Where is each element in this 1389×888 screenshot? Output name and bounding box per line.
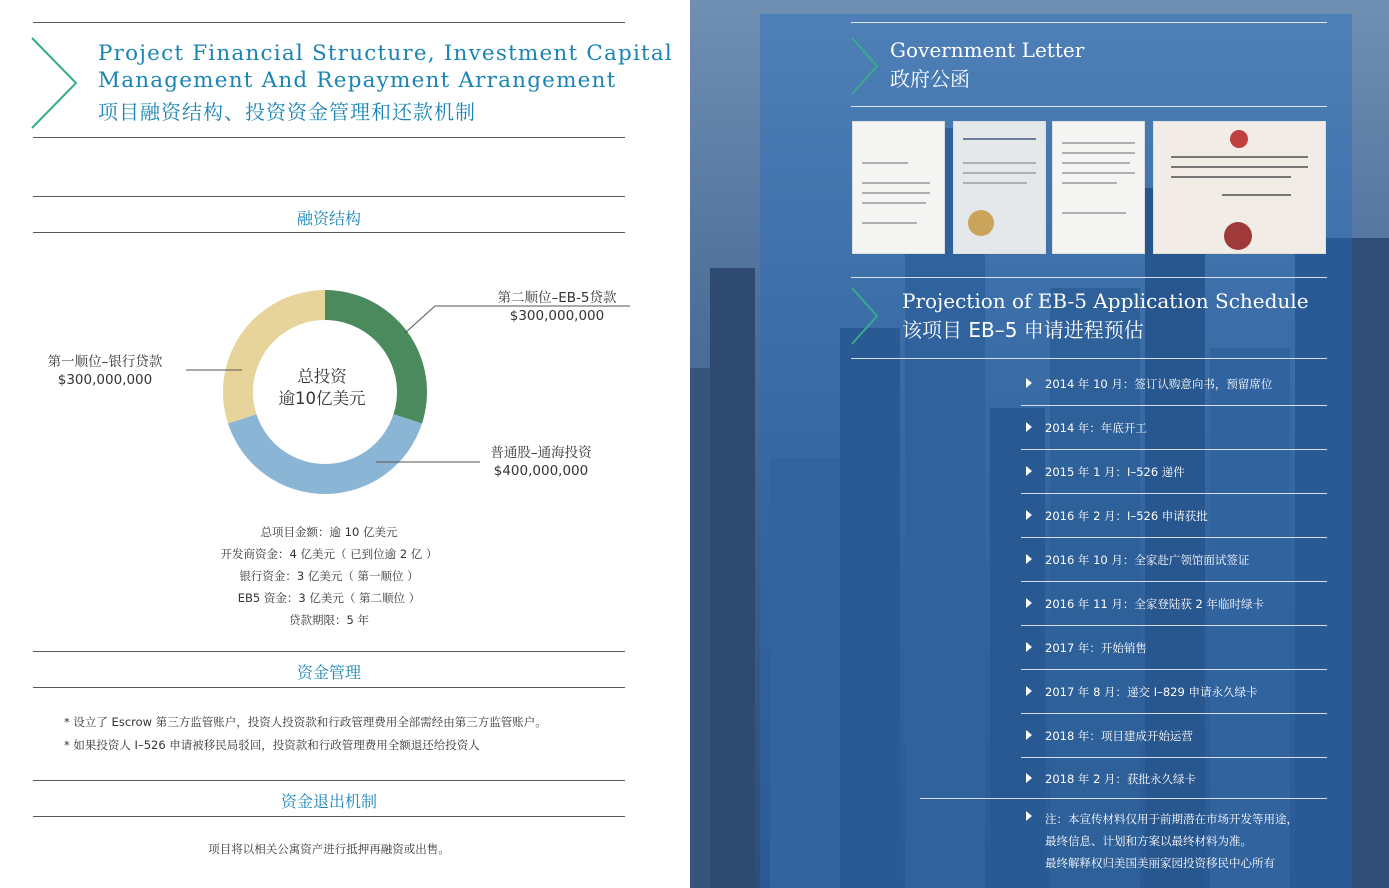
divider — [851, 106, 1327, 107]
summary-list — [33, 521, 625, 631]
chevron-right-icon — [849, 286, 881, 346]
summary-line: EB5 资金：3 亿美元（ 第二顺位 ） — [237, 591, 421, 605]
segment-label-bank — [30, 353, 180, 389]
segment-value: $400,000,000 — [493, 463, 589, 479]
segment-value: $300,000,000 — [509, 308, 605, 324]
divider — [33, 816, 625, 817]
schedule-item: 2017 年：开始销售 — [1045, 641, 1147, 655]
summary-line: 银行资金：3 亿美元（ 第一顺位 ） — [239, 569, 419, 583]
schedule-title-en: Projection of EB-5 Application Schedule — [902, 289, 1309, 313]
schedule-item: 2018 年 2 月：获批永久绿卡 — [1045, 772, 1197, 786]
section-title-management: 资金管理 — [296, 663, 361, 682]
bullet-triangle-icon — [1026, 378, 1032, 388]
notary-certificate-image — [1153, 121, 1326, 254]
bullet-triangle-icon — [1026, 730, 1032, 740]
left-page — [0, 0, 690, 888]
right-page — [690, 0, 1389, 888]
bullet-triangle-icon — [1026, 642, 1032, 652]
segment-name: 第二顺位–EB-5贷款 — [497, 290, 617, 306]
title-cn: 项目融资结构、投资资金管理和还款机制 — [98, 100, 476, 124]
schedule-item: 2016 年 10 月：全家赴广领馆面试签证 — [1045, 553, 1250, 567]
bullet-triangle-icon — [1026, 598, 1032, 608]
summary-line: 总项目金额：逾 10 亿美元 — [260, 525, 398, 539]
divider — [33, 651, 625, 652]
divider — [1021, 405, 1327, 406]
certificate-image — [953, 121, 1046, 254]
stamp-icon — [1224, 222, 1252, 250]
note-line: * 如果投资人 I–526 申请被移民局驳回，投资款和行政管理费用全额退还给投资人 — [64, 738, 480, 752]
schedule-item: 2014 年 10 月：签订认购意向书，预留席位 — [1045, 377, 1273, 391]
letter-image — [1052, 121, 1145, 254]
divider — [851, 358, 1327, 359]
bullet-triangle-icon — [1026, 773, 1032, 783]
schedule-item: 2017 年 8 月：递交 I–829 申请永久绿卡 — [1045, 685, 1258, 699]
seal-icon — [968, 210, 994, 236]
segment-label-eb5 — [482, 289, 632, 325]
divider — [33, 780, 625, 781]
bullet-triangle-icon — [1026, 422, 1032, 432]
schedule-title-cn: 该项目 EB–5 申请进程预估 — [902, 318, 1144, 342]
donut-center-line1: 总投资 — [297, 367, 347, 386]
gov-title-cn: 政府公函 — [890, 67, 970, 91]
divider — [1021, 537, 1327, 538]
gov-title-en: Government Letter — [890, 38, 1085, 62]
government-letter-image — [852, 121, 945, 254]
bullet-triangle-icon — [1026, 811, 1032, 821]
divider — [1021, 669, 1327, 670]
disclaimer — [1045, 808, 1298, 874]
bullet-triangle-icon — [1026, 510, 1032, 520]
divider — [920, 798, 1327, 799]
divider — [1021, 449, 1327, 450]
disclaimer-line: 最终信息、计划和方案以最终材料为准。 — [1045, 834, 1252, 848]
summary-line: 开发商资金：4 亿美元（ 已到位逾 2 亿 ） — [220, 547, 438, 561]
skyline-building — [710, 268, 755, 888]
schedule-item: 2014 年：年底开工 — [1045, 421, 1147, 435]
divider — [1021, 493, 1327, 494]
schedule-item: 2015 年 1 月：I–526 递件 — [1045, 465, 1185, 479]
schedule-item: 2018 年：项目建成开始运营 — [1045, 729, 1193, 743]
segment-value: $300,000,000 — [57, 372, 153, 388]
divider — [1021, 757, 1327, 758]
divider — [851, 277, 1327, 278]
summary-line: 贷款期限：5 年 — [289, 613, 369, 627]
divider — [1021, 713, 1327, 714]
chevron-right-icon — [849, 36, 881, 96]
emblem-icon — [1230, 130, 1248, 148]
segment-name: 普通股–通海投资 — [490, 445, 592, 461]
divider — [1021, 581, 1327, 582]
title-en-line2: Management And Repayment Arrangement — [98, 68, 617, 93]
section-title-exit: 资金退出机制 — [280, 792, 377, 811]
divider — [33, 687, 625, 688]
exit-text: 项目将以相关公寓资产进行抵押再融资或出售。 — [208, 842, 450, 856]
disclaimer-line: 注：本宣传材料仅用于前期潜在市场开发等用途， — [1045, 812, 1298, 826]
schedule-item: 2016 年 11 月：全家登陆获 2 年临时绿卡 — [1045, 597, 1264, 611]
bullet-triangle-icon — [1026, 554, 1032, 564]
schedule-item: 2016 年 2 月：I–526 申请获批 — [1045, 509, 1208, 523]
divider — [851, 22, 1327, 23]
note-line: * 设立了 Escrow 第三方监管账户，投资人投资款和行政管理费用全部需经由第三方监管账户。 — [64, 715, 547, 729]
bullet-triangle-icon — [1026, 686, 1032, 696]
donut-center-line2: 逾10亿美元 — [278, 389, 366, 408]
disclaimer-line: 最终解释权归美国美丽家园投资移民中心所有 — [1045, 856, 1275, 870]
divider — [1021, 625, 1327, 626]
bullet-triangle-icon — [1026, 466, 1032, 476]
segment-name: 第一顺位–银行贷款 — [47, 354, 163, 370]
title-en-line1: Project Financial Structure, Investment Capital — [98, 41, 673, 66]
section-title-financing: 融资结构 — [296, 209, 361, 228]
segment-label-equity — [466, 444, 616, 480]
